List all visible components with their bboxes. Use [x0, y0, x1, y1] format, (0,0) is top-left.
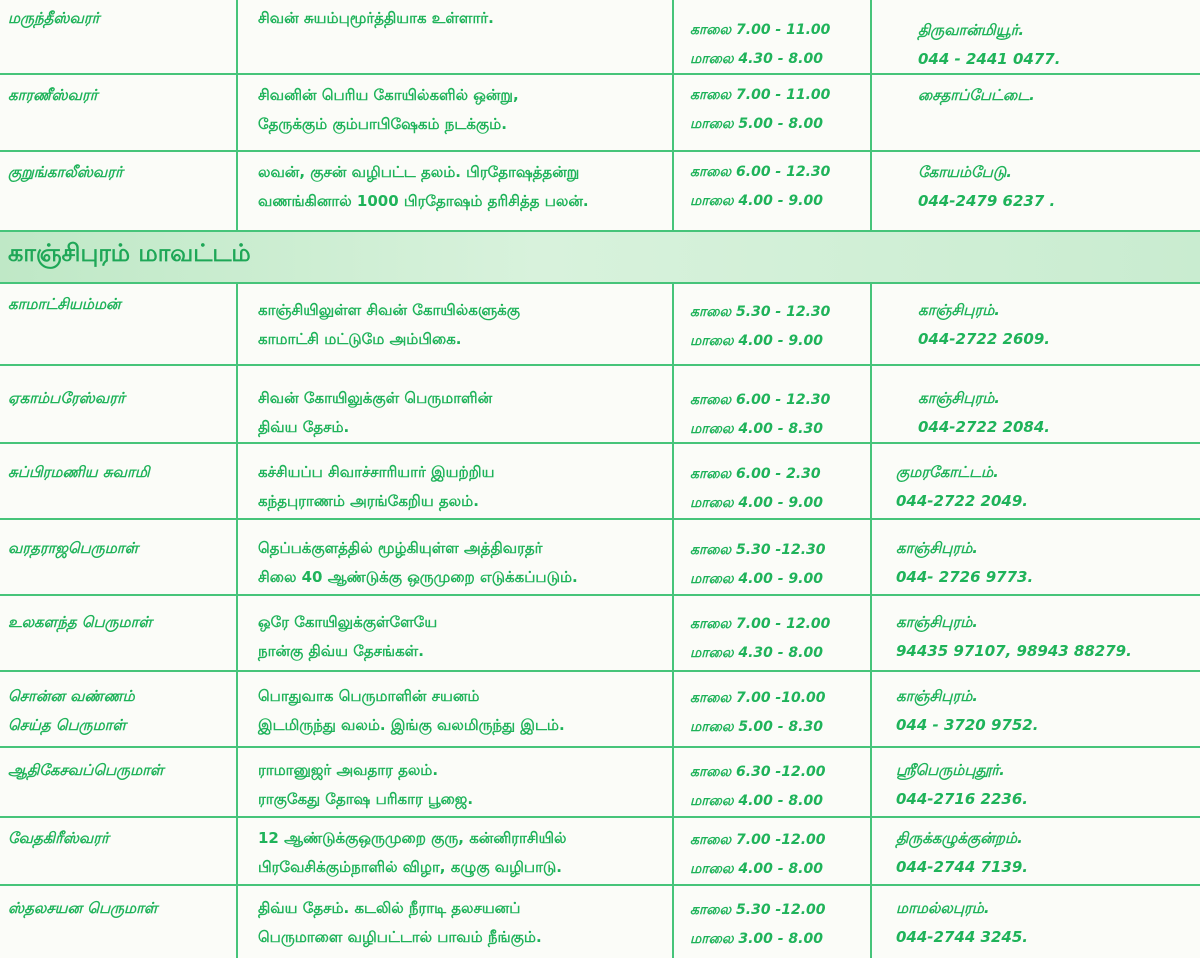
column-divider [236, 75, 238, 150]
deity-name: குறுங்காலீஸ்வரர் [8, 163, 123, 181]
deity-name: சொன்ன வண்ணம் செய்த பெருமாள் [8, 687, 135, 734]
temple-description: சிவனின் பெரிய கோயில்களில் ஒன்று, தேருக்கும் கும்பாபிஷேகம் நடக்கும். [258, 86, 519, 133]
column-divider [870, 520, 872, 594]
temple-description: 12 ஆண்டுக்குஒருமுறை குரு, கன்னிராசியில் பிரவேசிக்கும்நாளில் விழா, கழுகு வழிபாடு. [258, 829, 567, 876]
column-divider [870, 284, 872, 364]
temple-location: குமரகோட்டம். 044-2722 2049. [896, 463, 1028, 510]
temple-timings: காலை 5.30 - 12.30 மாலை 4.00 - 9.00 [690, 304, 831, 349]
deity-name: சுப்பிரமணிய சுவாமி [8, 463, 150, 481]
deity-name: உலகளந்த பெருமாள் [8, 613, 152, 631]
temple-location: காஞ்சிபுரம். 044 - 3720 9752. [896, 687, 1039, 734]
temple-timings: காலை 6.00 - 12.30 மாலை 4.00 - 8.30 [690, 392, 831, 437]
table-row [0, 672, 1200, 748]
deity-name: காரணீஸ்வரர் [8, 86, 98, 104]
temple-location: சைதாப்பேட்டை. [918, 86, 1035, 104]
column-divider [870, 0, 872, 73]
column-divider [672, 284, 674, 364]
deity-name: வரதராஜபெருமாள் [8, 539, 139, 557]
column-divider [672, 818, 674, 884]
temple-description: ராமானுஜர் அவதார தலம். ராகுகேது தோஷ பரிகார பூஜை. [258, 761, 474, 808]
temple-description: சிவன் சுயம்புமூர்த்தியாக உள்ளார். [258, 9, 494, 27]
table-row [0, 0, 1200, 75]
deity-name: காமாட்சியம்மன் [8, 295, 121, 313]
column-divider [236, 748, 238, 816]
deity-name: ஸ்தலசயன பெருமாள் [8, 899, 158, 917]
temple-timings: காலை 7.00 - 11.00 மாலை 5.00 - 8.00 [690, 87, 831, 132]
table-row [0, 75, 1200, 152]
temple-location: காஞ்சிபுரம். 044-2722 2609. [918, 301, 1050, 348]
table-row [0, 366, 1200, 444]
temple-location: ஸ்ரீபெரும்புதூர். 044-2716 2236. [896, 761, 1028, 808]
table-row [0, 886, 1200, 958]
temple-timings: காலை 5.30 -12.00 மாலை 3.00 - 8.00 [690, 902, 826, 947]
column-divider [236, 886, 238, 958]
column-divider [236, 152, 238, 230]
column-divider [870, 596, 872, 670]
temple-description: தெப்பக்குளத்தில் மூழ்கியுள்ள அத்திவரதர் சிலை 40 ஆண்டுக்கு ஒருமுறை எடுக்கப்படும். [258, 539, 578, 586]
temple-timings: காலை 7.00 -10.00 மாலை 5.00 - 8.30 [690, 690, 826, 735]
column-divider [870, 366, 872, 442]
column-divider [672, 444, 674, 518]
section-title: காஞ்சிபுரம் மாவட்டம் [8, 239, 251, 267]
column-divider [870, 152, 872, 230]
column-divider [870, 886, 872, 958]
column-divider [236, 520, 238, 594]
table-row [0, 748, 1200, 818]
deity-name: வேதகிரீஸ்வரர் [8, 829, 109, 847]
column-divider [672, 596, 674, 670]
column-divider [870, 818, 872, 884]
temple-location: திருவான்மியூர். 044 - 2441 0477. [918, 21, 1061, 68]
column-divider [672, 672, 674, 746]
column-divider [672, 75, 674, 150]
column-divider [672, 520, 674, 594]
temple-description: திவ்ய தேசம். கடலில் நீராடி தலசயனப் பெருமாளை வழிபட்டால் பாவம் நீங்கும். [258, 899, 542, 946]
column-divider [672, 152, 674, 230]
column-divider [236, 284, 238, 364]
temple-description: சிவன் கோயிலுக்குள் பெருமாளின் திவ்ய தேசம். [258, 389, 493, 436]
column-divider [236, 444, 238, 518]
table-row [0, 152, 1200, 232]
column-divider [870, 672, 872, 746]
column-divider [236, 596, 238, 670]
column-divider [870, 75, 872, 150]
table-row [0, 818, 1200, 886]
temple-timings: காலை 7.00 -12.00 மாலை 4.00 - 8.00 [690, 832, 826, 877]
temple-timings: காலை 6.00 - 2.30 மாலை 4.00 - 9.00 [690, 466, 823, 511]
column-divider [236, 672, 238, 746]
column-divider [236, 366, 238, 442]
temple-timings: காலை 6.30 -12.00 மாலை 4.00 - 8.00 [690, 764, 826, 809]
temple-location: காஞ்சிபுரம். 94435 97107, 98943 88279. [896, 613, 1132, 660]
deity-name: ஆதிகேசவப்பெருமாள் [8, 761, 164, 779]
table-row [0, 520, 1200, 596]
deity-name: மருந்தீஸ்வரர் [8, 9, 100, 27]
column-divider [672, 748, 674, 816]
section-header [0, 232, 1200, 282]
temple-location: காஞ்சிபுரம். 044- 2726 9773. [896, 539, 1034, 586]
temple-location: காஞ்சிபுரம். 044-2722 2084. [918, 389, 1050, 436]
temple-location: கோயம்பேடு. 044-2479 6237 . [918, 163, 1056, 210]
column-divider [236, 818, 238, 884]
temple-location: மாமல்லபுரம். 044-2744 3245. [896, 899, 1028, 946]
temple-timings: காலை 7.00 - 12.00 மாலை 4.30 - 8.00 [690, 616, 831, 661]
temple-description: கச்சியப்ப சிவாச்சாரியார் இயற்றிய கந்தபுராணம் அரங்கேறிய தலம். [258, 463, 495, 510]
column-divider [236, 0, 238, 73]
table-row [0, 282, 1200, 366]
column-divider [870, 748, 872, 816]
temple-timings: காலை 6.00 - 12.30 மாலை 4.00 - 9.00 [690, 164, 831, 209]
temple-description: லவன், குசன் வழிபட்ட தலம். பிரதோஷத்தன்று வணங்கினால் 1000 பிரதோஷம் தரிசித்த பலன். [258, 163, 589, 210]
column-divider [672, 886, 674, 958]
column-divider [870, 444, 872, 518]
temple-description: பொதுவாக பெருமாளின் சயனம் இடமிருந்து வலம். இங்கு வலமிருந்து இடம். [258, 687, 565, 734]
deity-name: ஏகாம்பரேஸ்வரர் [8, 389, 125, 407]
column-divider [672, 0, 674, 73]
temple-timings: காலை 5.30 -12.30 மாலை 4.00 - 9.00 [690, 542, 826, 587]
temple-timings: காலை 7.00 - 11.00 மாலை 4.30 - 8.00 [690, 22, 831, 67]
table-row [0, 444, 1200, 520]
table-row [0, 596, 1200, 672]
temple-description: ஒரே கோயிலுக்குள்ளேயே நான்கு திவ்ய தேசங்கள். [258, 613, 438, 660]
column-divider [672, 366, 674, 442]
temple-description: காஞ்சியிலுள்ள சிவன் கோயில்களுக்கு காமாட்சி மட்டுமே அம்பிகை. [258, 301, 521, 348]
temple-location: திருக்கழுக்குன்றம். 044-2744 7139. [896, 829, 1028, 876]
